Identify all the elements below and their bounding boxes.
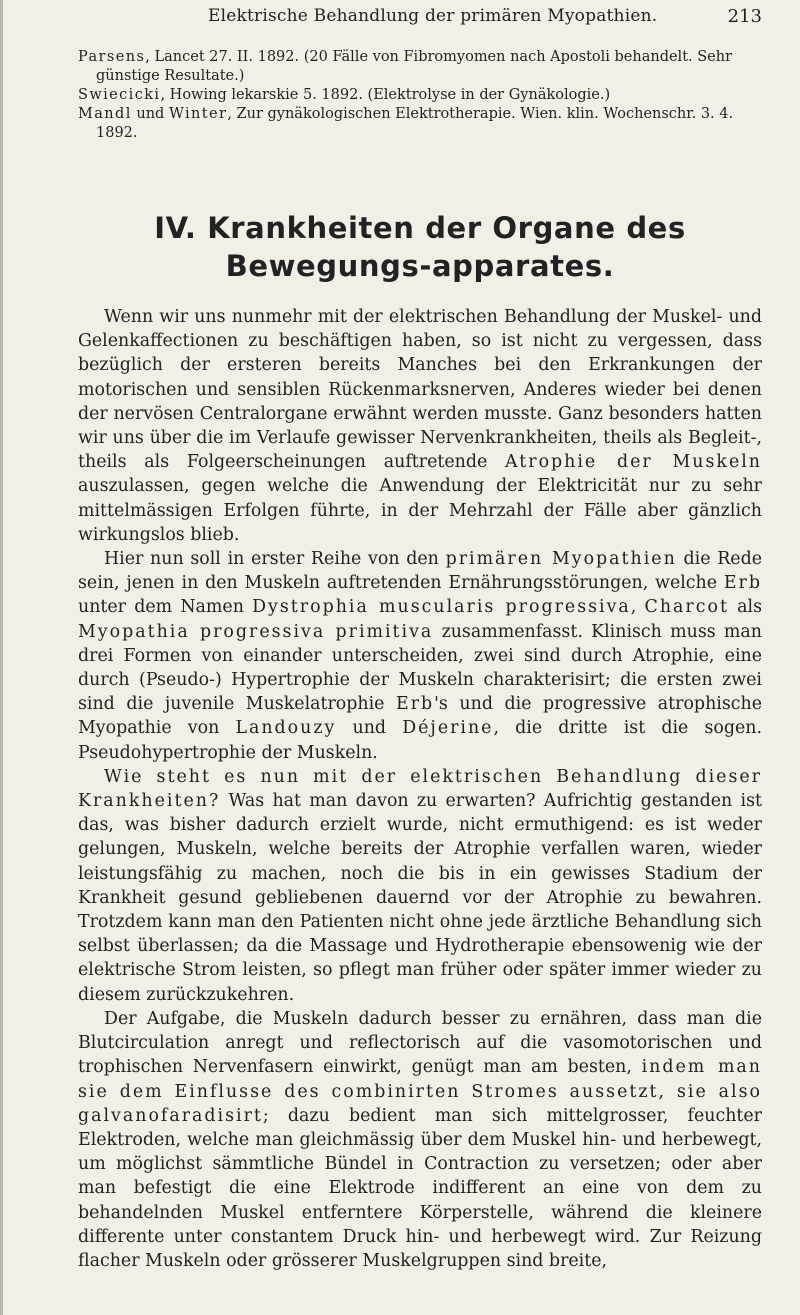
person-name: Charcot: [644, 597, 729, 618]
emphasis: Wie steht es nun mit der elektrischen Behandlung dieser Krankheiten?: [78, 766, 762, 812]
reference-author: Winter: [168, 106, 228, 122]
paragraph: Wenn wir uns nunmehr mit der elektrischen Behandlung der Muskel- und Gelenkaffectionen zu beschäftigen haben, so ist nicht zu vergessen, dass bezüglich der ersteren bereits Manches bei den Erkrankungen der motorischen und sensiblen Rückenmarksnerven, Anderes wieder bei denen der nervösen Centralorgane erwähnt werden musste. Ganz besonders hatten wir uns über die im Verlaufe gewisser Nervenkrankheiten, theils als Begleit-, theils als Folgeerscheinungen auftretende Atrophie der Muskeln auszulassen, gegen welche die Anwendung der Elektricität nur zu sehr mittelmässigen Erfolgen führte, in der Mehrzahl der Fälle aber gänzlich wirkungslos blieb.: [78, 307, 762, 545]
paragraph: Wie steht es nun mit der elektrischen Behandlung dieser Krankheiten? Was hat man davon zu erwarten? Aufrichtig gestanden ist das, was bisher dadurch erzielt wurde, nicht ermuthigend: es ist weder gelungen, Muskeln, welche bereits der Atrophie verfallen waren, wieder leistungsfähig zu machen, noch die bis in ein gewisses Stadium der Krankheit gesund gebliebenen dauernd vor der Atrophie zu bewahren. Trotzdem kann man den Patienten nicht ohne jede ärztliche Behandlung sich selbst überlassen; da die Massage und Hydrotherapie ebensowenig wie der elektrische Strom leisten, so pflegt man früher oder später immer wieder zu diesem zurückzukehren.: [78, 766, 762, 1005]
running-title: Elektrische Behandlung der primären Myopathien.: [208, 6, 658, 26]
person-name: Déjerine: [402, 718, 494, 739]
emphasis: Myopathia progressiva primitiva: [78, 621, 434, 642]
body-text: [78, 305, 762, 1273]
reference-item: Mandl und Winter, Zur gynäkologischen Elektrotherapie. Wien. klin. Wochenschr. 3. 4. 1892.: [78, 106, 734, 141]
reference-text: , Howing lekarskie 5. 1892. (Elektrolyse in der Gynäkologie.): [160, 87, 611, 103]
emphasis: Dystrophia muscularis progressiva: [252, 597, 631, 618]
emphasis: primären Myopathien: [445, 549, 677, 570]
reference-list: [78, 48, 762, 143]
reference-text: , Lancet 27. II. 1892. (20 Fälle von Fibromyomen nach Apostoli behandelt. Sehr günstige Resultate.): [96, 49, 733, 84]
reference-author: Parsens: [78, 49, 146, 65]
reference-item: [78, 48, 762, 86]
page-gutter-shadow: [0, 0, 3, 1315]
paragraph: Hier nun soll in erster Reihe von den primären Myopathien die Rede sein, jenen in den Muskeln auftretenden Ernährungsstörungen, welche Erb unter dem Namen Dystrophia muscularis progressiva, Charcot als Myopathia progressiva primitiva zusammenfasst. Klinisch muss man drei Formen von einander unterscheiden, zwei sind durch Atrophie, eine durch (Pseudo-) Hypertrophie der Muskeln charakterisirt; die ersten zwei sind die juvenile Muskelatrophie Erb's und die progressive atrophische Myopathie von Landouzy und Déjerine, die dritte ist die sogen. Pseudohypertrophie der Muskeln.: [78, 549, 763, 763]
running-header: [78, 4, 762, 34]
page-number: 213: [727, 6, 762, 27]
paragraph: Der Aufgabe, die Muskeln dadurch besser zu ernähren, dass man die Blutcirculation anregt und reflectorisch auf die vasomotorischen und trophischen Nervenfasern einwirkt, genügt man am besten, indem man sie dem Einflusse des combinirten Stromes aussetzt, sie also galvanofaradisirt; dazu bedient man sich mittelgrosser, feuchter Elektroden, welche man gleichmässig über dem Muskel hin- und herbewegt, um möglichst sämmtliche Bündel in Contraction zu versetzen; oder aber man befestigt die eine Elektrode indifferent an eine von dem zu behandelnden Muskel entferntere Körperstelle, während die kleinere differente unter constantem Druck hin- und herbewegt wird. Zur Reizung flacher Muskeln oder grösserer Muskelgruppen sind breite,: [78, 1008, 762, 1271]
person-name: Landouzy: [235, 718, 337, 739]
person-name: Erb: [396, 694, 435, 715]
reference-author: Swiecicki: [78, 87, 161, 103]
person-name: Erb: [723, 573, 762, 594]
reference-item: [78, 86, 762, 105]
emphasis: Atrophie der Muskeln: [505, 452, 762, 473]
section-heading: IV. Krankheiten der Organe des Bewegungs-apparates.: [154, 211, 686, 283]
reference-text: , Zur gynäkologischen Elektrotherapie. Wien. klin. Wochenschr. 3. 4. 1892.: [96, 106, 734, 141]
reference-author: Mandl: [78, 106, 132, 122]
emphasis: indem man sie dem Einflusse des combinirten Stromes aussetzt, sie also galvanofaradisirt: [78, 1057, 762, 1126]
